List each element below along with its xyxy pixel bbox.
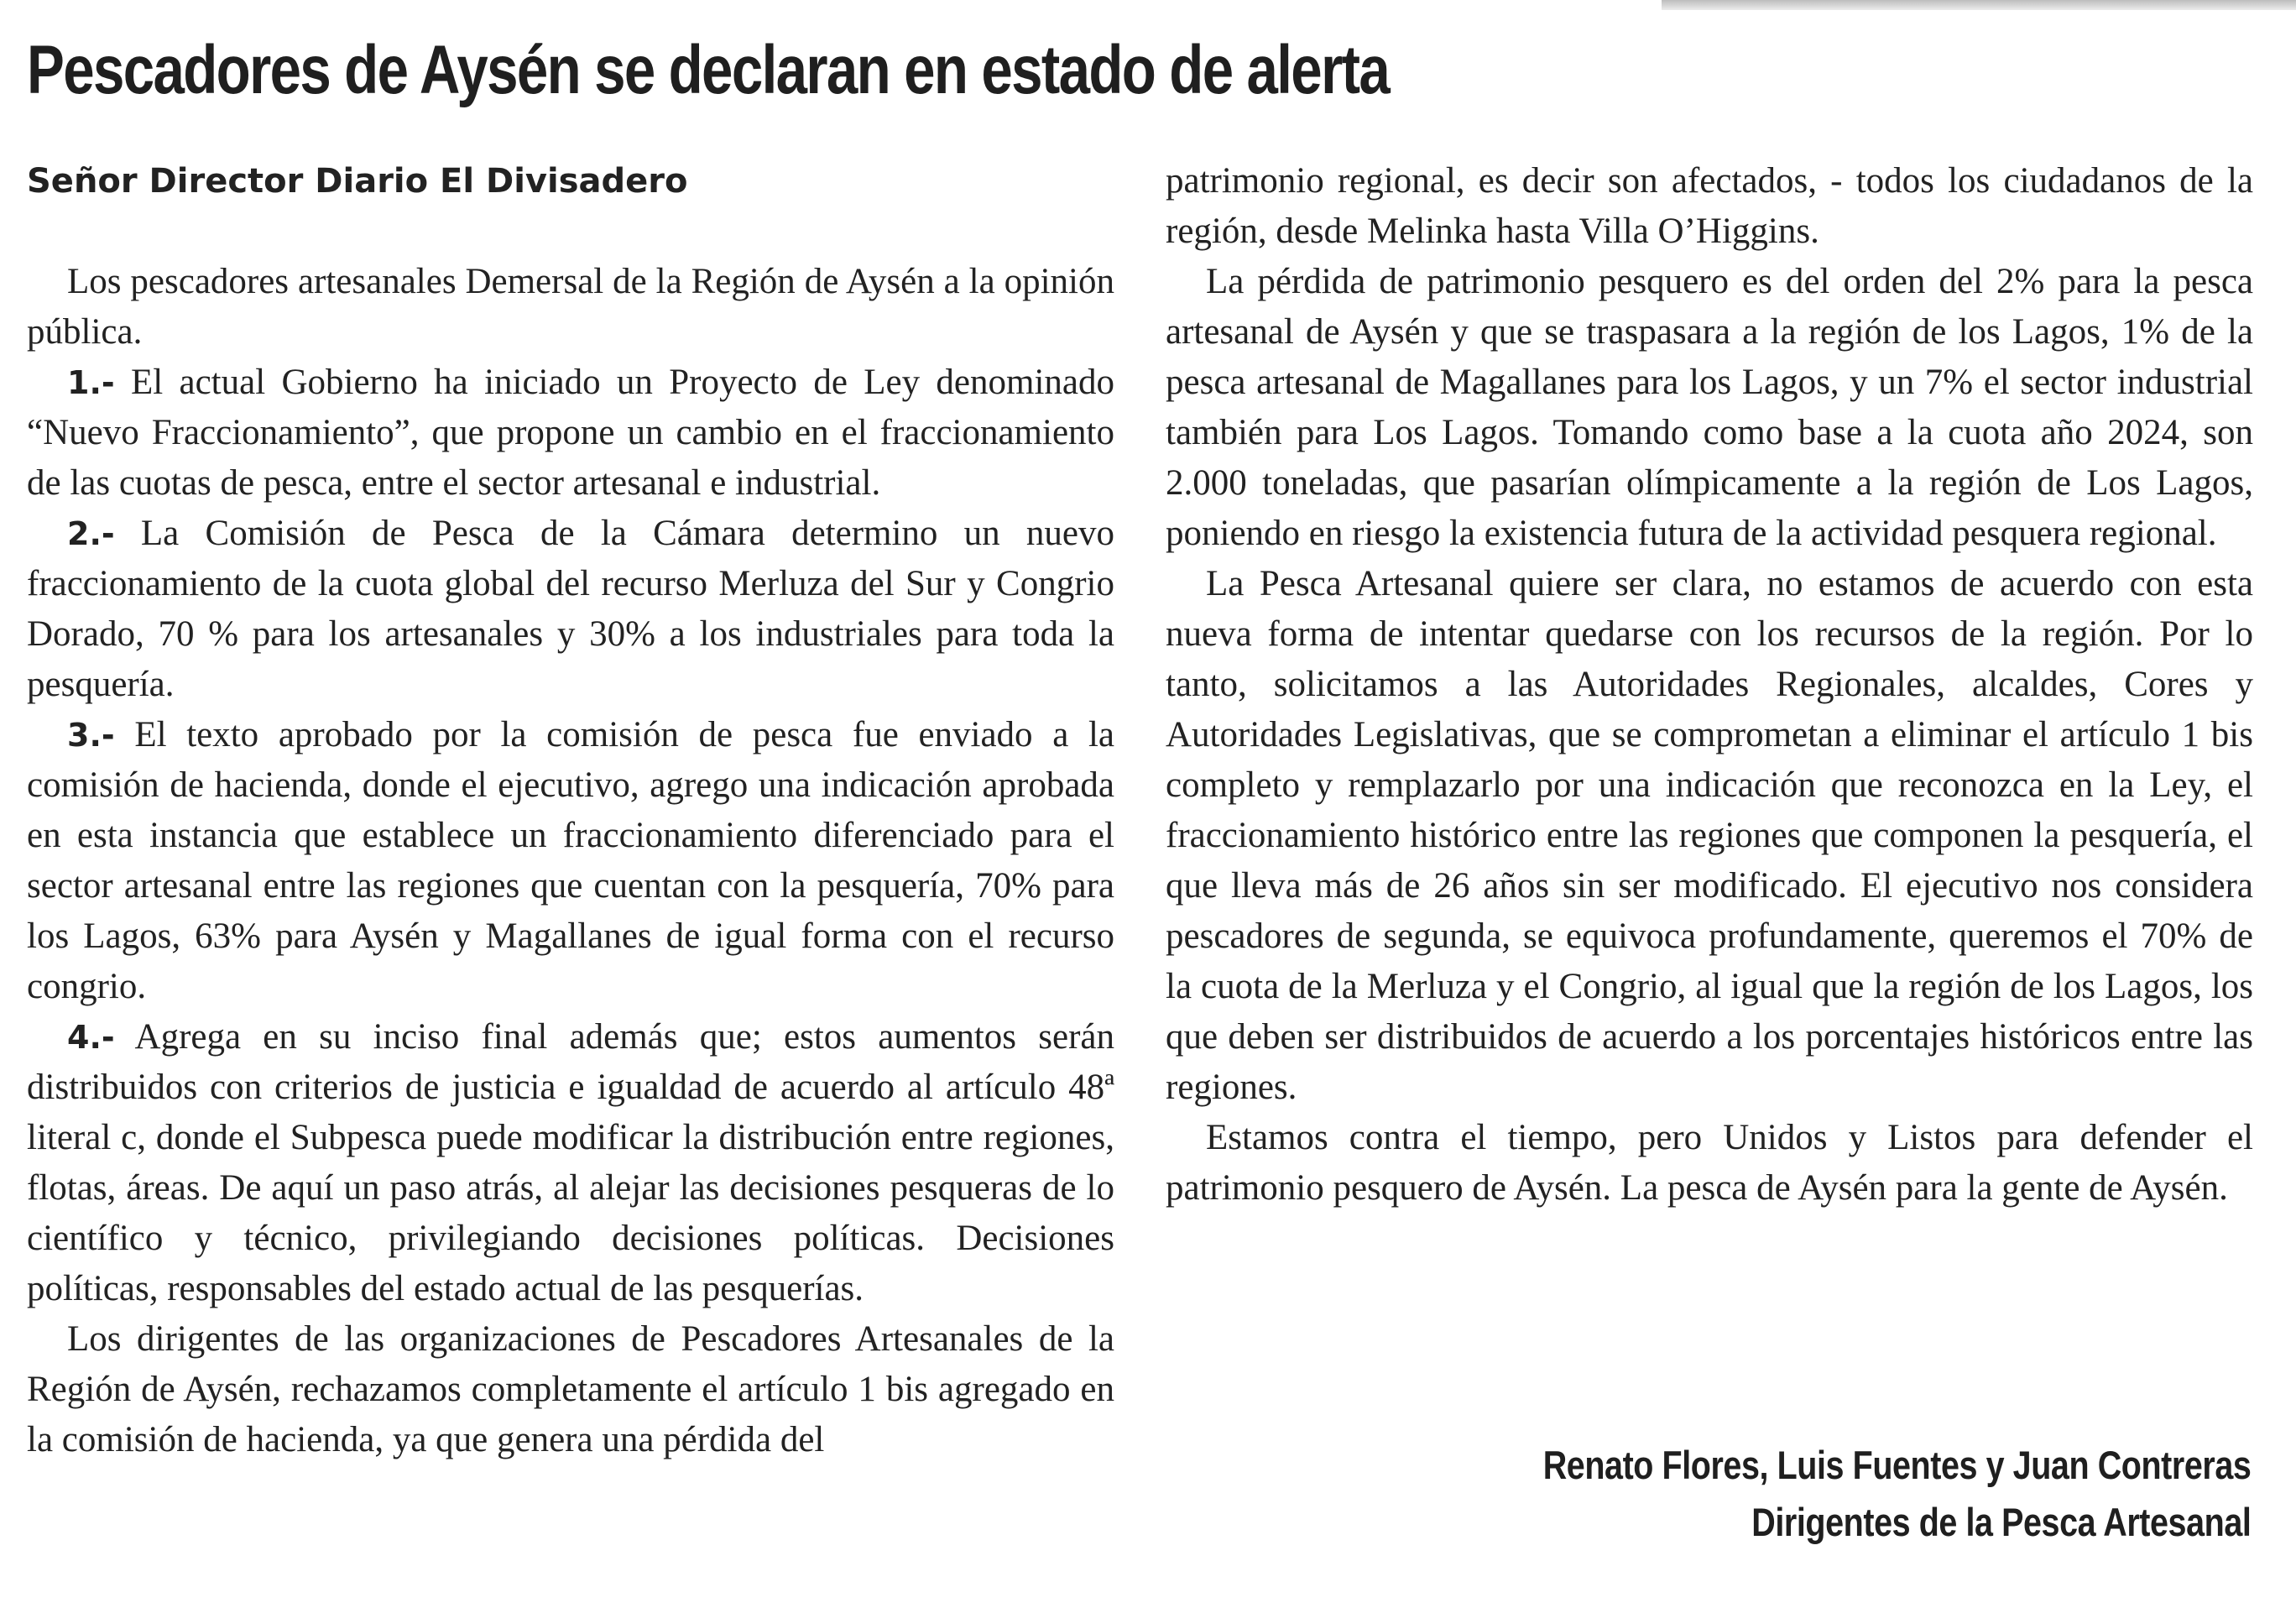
paragraph-point-4 [27,1012,1114,1314]
signature-block [1542,1437,2251,1551]
signature-role: Dirigentes de la Pesca Artesanal [1751,1500,2251,1544]
paragraph-text: Agrega en su inciso final además que; estos aumentos serán distribuidos con criterios de justicia e igualdad de acuerdo al artículo 48ª literal c, donde el Subpesca puede modificar la distribución entre regiones, flotas, áreas. De aquí un paso atrás, al alejar las decisiones pesqueras de lo científico y técnico, privilegiando decisiones políticas. Decisiones políticas, responsables del estado actual de las pesquerías. [27,1017,1114,1308]
headline: Pescadores de Aysén se declaran en estado de alerta [27,32,1390,108]
point-number: 1.- [67,364,115,401]
paragraph-leaders [27,1314,1114,1465]
paragraph-text: El texto aprobado por la comisión de pesca fue enviado a la comisión de hacienda, donde el ejecutivo, agrego una indicación aprobada en esta instancia que establece un fraccionamiento diferenciado para el sector artesanal entre las regiones que cuentan con la pesquería, 70% para los Lagos, 63% para Aysén y Magallanes de igual forma con el recurso congrio. [27,715,1114,1006]
paragraph-text: La Comisión de Pesca de la Cámara determino un nuevo fraccionamiento de la cuota global del recurso Merluza del Sur y Congrio Dorado, 70 % para los artesanales y 30% a los industriales para toda la pesquería. [27,514,1114,704]
paragraph-text: Los pescadores artesanales Demersal de la Región de Aysén a la opinión pública. [27,262,1114,352]
paragraph-point-3 [27,710,1114,1012]
paragraph-intro [27,257,1114,358]
paragraph-loss: La pérdida de patrimonio pesquero es del orden del 2% para la pesca artesanal de Aysén y que se traspasara a la región de los Lagos, 1% de la pesca artesanal de Magallanes para los Lagos, y un 7% el sector industrial también para Los Lagos. Tomando como base a la cuota año 2024, son 2.000 toneladas, que pasarían olímpicamente a la región de Los Lagos, poniendo en riesgo la existencia futura de la actividad pesquera regional. [1166,262,2253,553]
point-number: 2.- [67,515,115,552]
paragraph-text: Los dirigentes de las organizaciones de Pescadores Artesanales de la Región de Aysén, rechazamos completamente el artículo 1 bis agregado en la comisión de hacienda, ya que genera una pérdida del [27,1319,1114,1459]
signature-names: Renato Flores, Luis Fuentes y Juan Contreras [1542,1443,2251,1487]
paragraph-text: El actual Gobierno ha iniciado un Proyecto de Ley denominado “Nuevo Fraccionamiento”, que propone un cambio en el fraccionamiento de las cuotas de pesca, entre el sector artesanal e industrial. [27,363,1114,503]
paragraph-demand: La Pesca Artesanal quiere ser clara, no estamos de acuerdo con esta nueva forma de intentar quedarse con los recursos de la región. Por lo tanto, solicitamos a las Autoridades Regionales, alcaldes, Cores y Autoridades Legislativas, que se comprometan a eliminar el artículo 1 bis completo y remplazarlo por una indicación que reconozca en la Ley, el fraccionamiento histórico entre las regiones que componen la pesquería, el que lleva más de 26 años sin ser modificado. El ejecutivo nos considera pescadores de segunda, se equivoca profundamente, queremos el 70% de la cuota de la Merluza y el Congrio, al igual que la región de los Lagos, los que deben ser distribuidos de acuerdo a los porcentajes históricos entre las regiones. [1166,564,2253,1107]
salutation: Señor Director Diario El Divisadero [27,162,688,201]
paragraph-closing: Estamos contra el tiempo, pero Unidos y Listos para defender el patrimonio pesquero de Aysén. La pesca de Aysén para la gente de Aysén. [1166,1118,2253,1208]
paragraph-point-2 [27,509,1114,710]
paragraph-continuation: patrimonio regional, es decir son afectados, - todos los ciudadanos de la región, desde Melinka hasta Villa O’Higgins. [1166,161,2253,251]
point-number: 4.- [67,1019,115,1056]
paragraph-point-1 [27,358,1114,509]
point-number: 3.- [67,717,115,754]
right-column [1166,156,2253,1214]
left-column [27,156,1114,1465]
page-edge-bar [1662,0,2296,10]
